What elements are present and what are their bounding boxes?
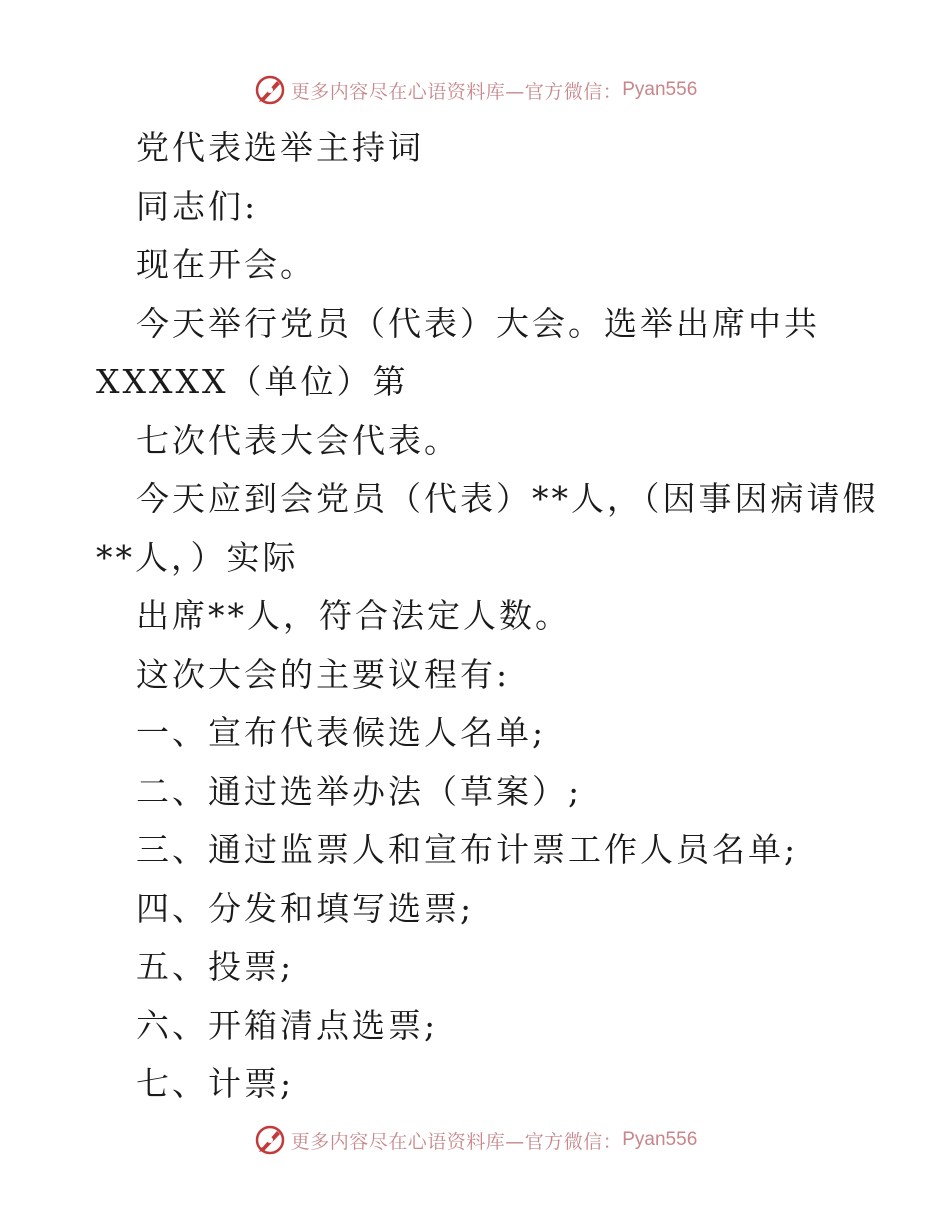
paragraph-line: 七次代表大会代表。 [136, 421, 460, 460]
footer-banner [0, 1120, 950, 1160]
quill-pen-logo-icon [253, 1123, 287, 1157]
header-banner [0, 70, 950, 110]
agenda-item: 七、计票; [136, 1064, 295, 1103]
agenda-item: 四、分发和填写选票; [136, 889, 475, 928]
quill-pen-logo-icon [253, 73, 287, 107]
agenda-item: 二、通过选举办法（草案）; [136, 772, 583, 811]
banner-text: 更多内容尽在心语资料库—官方微信： [290, 1130, 623, 1153]
wechat-id: Pyan556 [622, 1129, 698, 1150]
document-title: 党代表选举主持词 [136, 128, 424, 167]
banner-text: 更多内容尽在心语资料库—官方微信： [290, 80, 623, 103]
agenda-heading: 这次大会的主要议程有: [136, 655, 511, 694]
paragraph-line: 现在开会。 [136, 245, 316, 284]
agenda-item: 一、宣布代表候选人名单; [136, 713, 547, 752]
wechat-id: Pyan556 [622, 79, 698, 100]
paragraph-line: 出席**人，符合法定人数。 [136, 596, 571, 635]
agenda-item: 三、通过监票人和宣布计票工作人员名单; [136, 830, 799, 869]
agenda-item: 五、投票; [136, 947, 295, 986]
paragraph-line: **人，）实际 [96, 538, 299, 577]
agenda-item: 六、开箱清点选票; [136, 1006, 439, 1045]
paragraph-line: XXXXX（单位）第 [96, 362, 409, 401]
paragraph-line: 今天举行党员（代表）大会。选举出席中共 [136, 304, 820, 343]
paragraph-line: 今天应到会党员（代表）**人，（因事因病请假 [136, 479, 879, 518]
salutation: 同志们: [136, 187, 259, 226]
